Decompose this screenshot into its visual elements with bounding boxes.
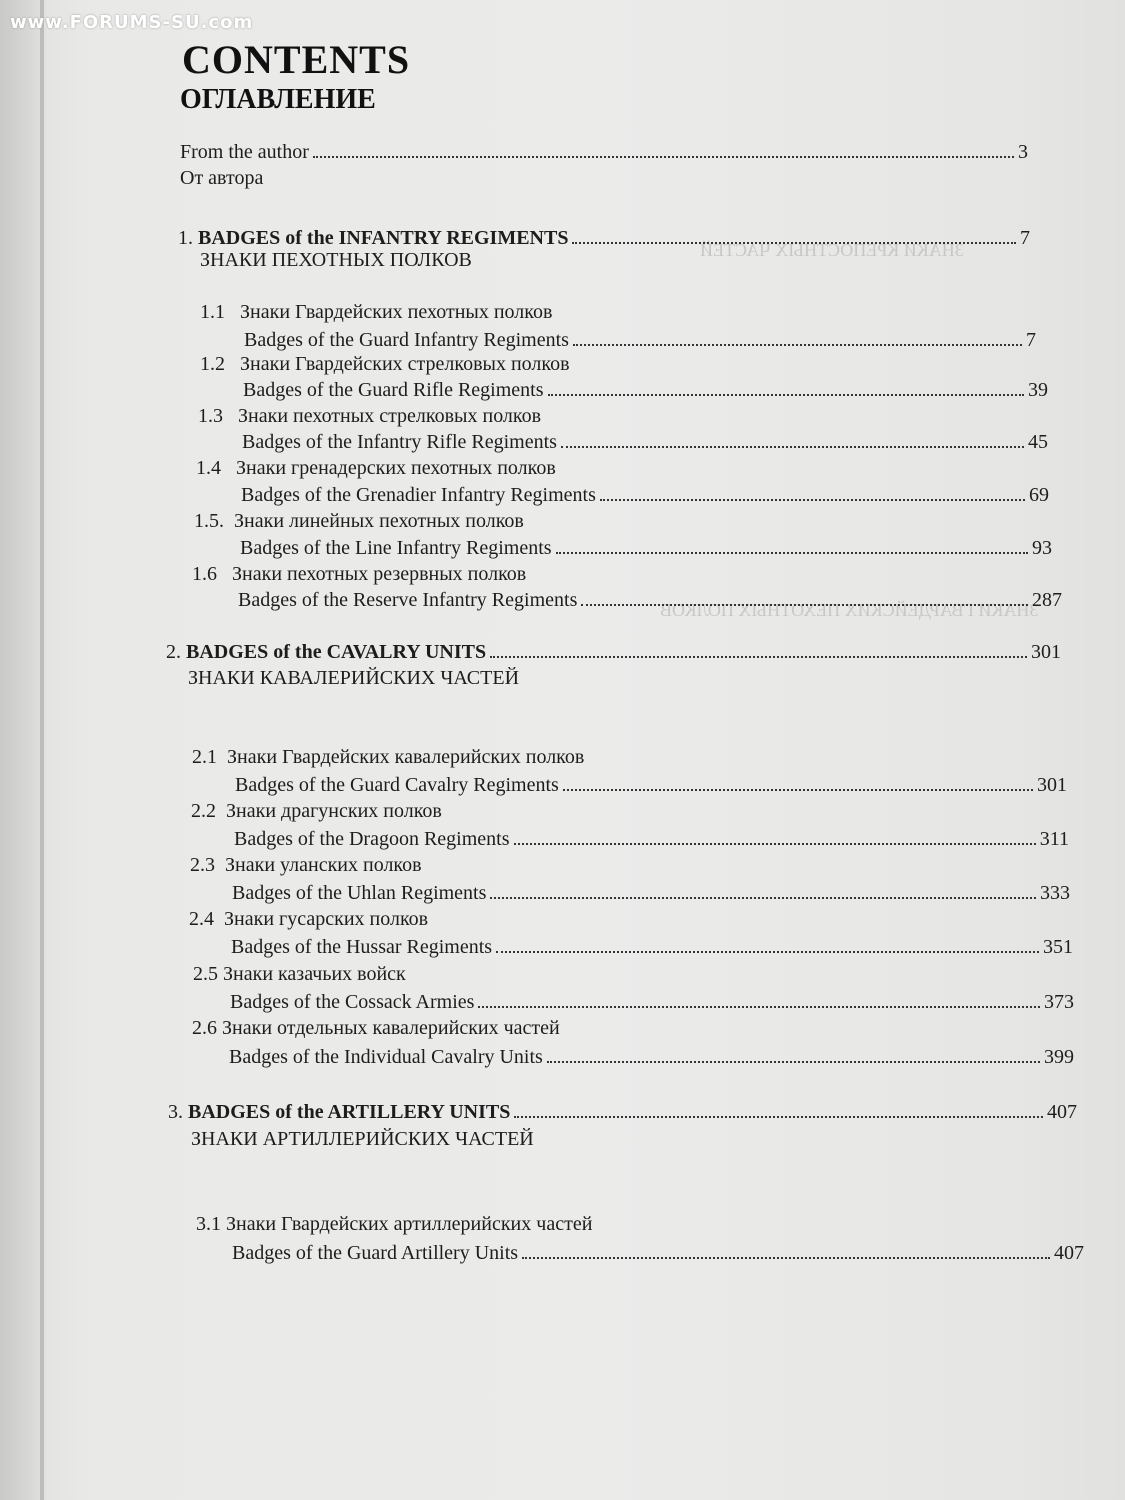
dot-leader bbox=[547, 1045, 1040, 1063]
dot-leader bbox=[581, 588, 1028, 606]
toc-page-number: 301 bbox=[1031, 641, 1061, 663]
section-title-ru: ЗНАКИ АРТИЛЛЕРИЙСКИХ ЧАСТЕЙ bbox=[191, 1128, 534, 1150]
subentry-title-en: Badges of the Cossack Armies bbox=[230, 991, 475, 1013]
dot-leader bbox=[548, 378, 1025, 396]
toc-subentry-2-2[interactable] bbox=[234, 827, 1069, 851]
subentry-number: 2.5 bbox=[193, 963, 218, 985]
toc-subentry-1-3[interactable] bbox=[242, 430, 1048, 454]
subentry-title-ru: Знаки драгунских полков bbox=[226, 800, 442, 822]
toc-subentry-2-3[interactable] bbox=[232, 881, 1070, 905]
toc-subentry-ru bbox=[189, 907, 428, 931]
toc-entry-from-author[interactable] bbox=[180, 140, 1028, 164]
page-spine bbox=[40, 0, 44, 1500]
dot-leader bbox=[514, 1100, 1043, 1118]
toc-subentry-ru bbox=[196, 1212, 592, 1236]
dot-leader bbox=[478, 990, 1040, 1008]
subentry-number: 2.1 bbox=[192, 746, 217, 768]
dot-leader bbox=[313, 140, 1014, 158]
subentry-number: 1.6 bbox=[192, 563, 217, 585]
toc-subentry-1-4[interactable] bbox=[241, 483, 1049, 507]
subentry-title-en: Badges of the Individual Cavalry Units bbox=[229, 1046, 543, 1068]
dot-leader bbox=[522, 1241, 1050, 1259]
toc-page-number: 301 bbox=[1037, 774, 1067, 796]
watermark: www.FORUMS-SU.com bbox=[10, 12, 254, 33]
toc-subentry-ru bbox=[193, 962, 406, 986]
toc-page-number: 7 bbox=[1020, 227, 1030, 249]
toc-subentry-ru bbox=[192, 1016, 560, 1040]
toc-page-number: 45 bbox=[1028, 431, 1048, 453]
subentry-number: 2.4 bbox=[189, 908, 214, 930]
subentry-title-en: Badges of the Infantry Rifle Regiments bbox=[242, 431, 557, 453]
subentry-number: 2.6 bbox=[192, 1017, 217, 1039]
page-title: CONTENTS bbox=[182, 37, 411, 82]
page-subtitle: ОГЛАВЛЕНИЕ bbox=[180, 84, 376, 115]
subentry-title-en: Badges of the Uhlan Regiments bbox=[232, 882, 487, 904]
toc-subentry-ru bbox=[192, 562, 526, 586]
toc-page-number: 3 bbox=[1018, 141, 1028, 163]
toc-subentry-1-5[interactable] bbox=[240, 536, 1052, 560]
subentry-title-ru: Знаки пехотных стрелковых полков bbox=[238, 405, 542, 427]
toc-subentry-ru bbox=[192, 745, 584, 769]
dot-leader bbox=[496, 935, 1039, 953]
dot-leader bbox=[490, 881, 1036, 899]
toc-page-number: 407 bbox=[1047, 1101, 1077, 1123]
toc-subentry-2-1[interactable] bbox=[235, 773, 1067, 797]
section-title: BADGES of the CAVALRY UNITS bbox=[186, 641, 487, 663]
section-title: BADGES of the ARTILLERY UNITS bbox=[188, 1101, 511, 1123]
subentry-title-en: Badges of the Guard Infantry Regiments bbox=[244, 329, 569, 351]
toc-entry-label-ru: От автора bbox=[180, 167, 264, 189]
toc-page-number: 93 bbox=[1032, 537, 1052, 559]
toc-page-number: 399 bbox=[1044, 1046, 1074, 1068]
section-number: 3. bbox=[168, 1101, 183, 1123]
section-number: 2. bbox=[166, 641, 181, 663]
dot-leader bbox=[572, 226, 1016, 244]
toc-page-number: 39 bbox=[1028, 379, 1048, 401]
toc-page-number: 333 bbox=[1040, 882, 1070, 904]
toc-subentry-ru bbox=[200, 300, 552, 324]
subentry-title-ru: Знаки уланских полков bbox=[225, 854, 422, 876]
toc-page-number: 351 bbox=[1043, 936, 1073, 958]
subentry-number: 3.1 bbox=[196, 1213, 221, 1235]
section-title-ru: ЗНАКИ КАВАЛЕРИЙСКИХ ЧАСТЕЙ bbox=[188, 667, 520, 689]
section-title-ru: ЗНАКИ ПЕХОТНЫХ ПОЛКОВ bbox=[200, 249, 472, 271]
subentry-title-en: Badges of the Line Infantry Regiments bbox=[240, 537, 552, 559]
dot-leader bbox=[563, 773, 1033, 791]
subentry-title-ru: Знаки пехотных резервных полков bbox=[232, 563, 527, 585]
subentry-title-ru: Знаки Гвардейских пехотных полков bbox=[240, 301, 553, 323]
dot-leader bbox=[556, 536, 1028, 554]
toc-subentry-1-6[interactable] bbox=[238, 588, 1062, 612]
toc-page-number: 69 bbox=[1029, 484, 1049, 506]
subentry-title-en: Badges of the Dragoon Regiments bbox=[234, 828, 510, 850]
toc-page-number: 287 bbox=[1032, 589, 1062, 611]
toc-subentry-2-4[interactable] bbox=[231, 935, 1073, 959]
toc-page-number: 407 bbox=[1054, 1242, 1084, 1264]
subentry-title-en: Badges of the Guard Rifle Regiments bbox=[243, 379, 544, 401]
toc-section-3[interactable] bbox=[168, 1100, 1077, 1124]
toc-subentry-2-5[interactable] bbox=[230, 990, 1074, 1014]
show-through-ghost-text: ЗНАКИ КРЕПОСТНЫХ ЧАСТЕЙ bbox=[700, 240, 964, 260]
subentry-title-en: Badges of the Grenadier Infantry Regiments bbox=[241, 484, 596, 506]
toc-page-number: 373 bbox=[1044, 991, 1074, 1013]
subentry-number: 1.2 bbox=[200, 353, 225, 375]
toc-page-number: 311 bbox=[1039, 828, 1069, 850]
subentry-title-en: Badges of the Guard Artillery Units bbox=[232, 1242, 519, 1264]
dot-leader bbox=[490, 640, 1027, 658]
subentry-title-ru: Знаки отдельных кавалерийских частей bbox=[222, 1017, 560, 1039]
subentry-title-en: Badges of the Guard Cavalry Regiments bbox=[235, 774, 559, 796]
subentry-title-ru: Знаки Гвардейских артиллерийских частей bbox=[226, 1213, 593, 1235]
subentry-title-ru: Знаки линейных пехотных полков bbox=[234, 510, 524, 532]
toc-subentry-ru bbox=[196, 456, 556, 480]
toc-page-number: 7 bbox=[1026, 329, 1036, 351]
subentry-number: 1.4 bbox=[196, 457, 221, 479]
toc-subentry-3-1[interactable] bbox=[232, 1241, 1084, 1265]
toc-subentry-ru bbox=[191, 799, 442, 823]
subentry-title-ru: Знаки гренадерских пехотных полков bbox=[236, 457, 556, 479]
subentry-number: 2.3 bbox=[190, 854, 215, 876]
toc-subentry-ru bbox=[190, 853, 422, 877]
toc-subentry-ru bbox=[198, 404, 541, 428]
section-number: 1. bbox=[178, 227, 193, 249]
subentry-title-ru: Знаки Гвардейских стрелковых полков bbox=[240, 353, 570, 375]
subentry-number: 2.2 bbox=[191, 800, 216, 822]
subentry-title-ru: Знаки гусарских полков bbox=[224, 908, 429, 930]
toc-subentry-1-1[interactable] bbox=[244, 328, 1036, 352]
subentry-number: 1.1 bbox=[200, 301, 225, 323]
toc-subentry-2-6[interactable] bbox=[229, 1045, 1074, 1069]
subentry-number: 1.3 bbox=[198, 405, 223, 427]
subentry-number: 1.5. bbox=[194, 510, 224, 532]
dot-leader bbox=[573, 328, 1022, 346]
toc-section-2[interactable] bbox=[166, 640, 1061, 664]
subentry-title-ru: Знаки казачьих войск bbox=[223, 963, 406, 985]
toc-entry-label: From the author bbox=[180, 141, 309, 163]
toc-subentry-ru bbox=[200, 352, 570, 376]
subentry-title-ru: Знаки Гвардейских кавалерийских полков bbox=[227, 746, 585, 768]
subentry-title-en: Badges of the Hussar Regiments bbox=[231, 936, 493, 958]
dot-leader bbox=[600, 483, 1025, 501]
toc-section-1[interactable] bbox=[178, 226, 1030, 250]
section-title: BADGES of the INFANTRY REGIMENTS bbox=[198, 227, 569, 249]
show-through-ghost-text: ЗНАКИ ГВАРДЕЙСКИХ ПЕХОТНЫХ ПОЛКОВ bbox=[660, 600, 1039, 620]
toc-subentry-ru bbox=[194, 509, 524, 533]
toc-subentry-1-2[interactable] bbox=[243, 378, 1048, 402]
dot-leader bbox=[561, 430, 1024, 448]
subentry-title-en: Badges of the Reserve Infantry Regiments bbox=[238, 589, 578, 611]
dot-leader bbox=[514, 827, 1036, 845]
